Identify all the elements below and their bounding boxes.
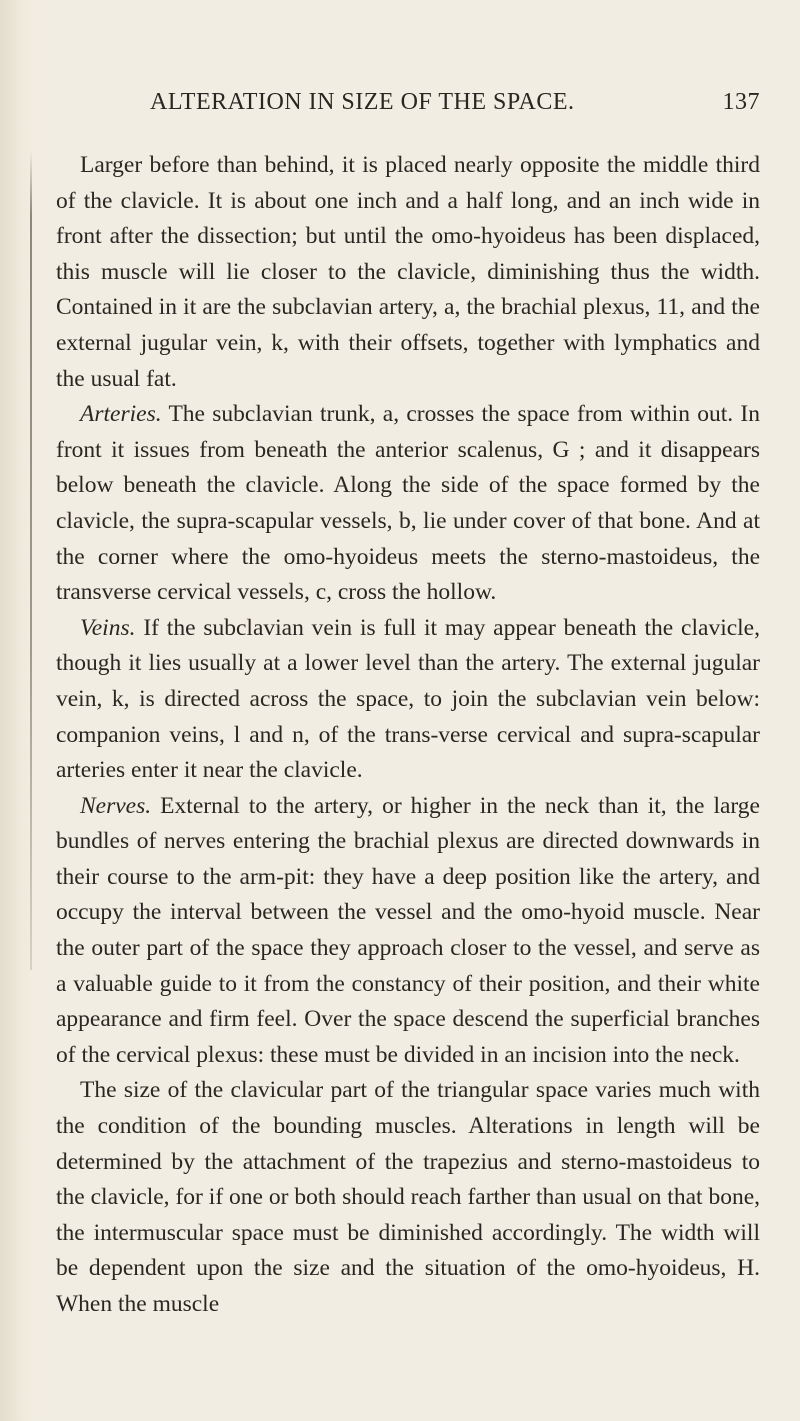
paragraph-size-variation: The size of the clavicular part of the triangular space varies much with the condition of the bounding muscles. Alterations in length will be determined by the attachment of the trapezius and sterno-mastoideus to the clavicle, for if one or both should reach farther than usual on that bone, the intermuscular space must be diminished accordingly. The width will be dependent upon the size and the situation of the omo-hyoideus, H. When the muscle xyxy=(56,1077,760,1317)
paragraph-space-contents: Larger before than behind, it is placed nearly opposite the middle third of the clavicle. It is about one inch and a half long, and an inch wide in front after the dissection; but until the omo-hyoideus has been displaced, this muscle will lie closer to the clavicle, diminishing thus the width. Contained in it are the subclavian artery, a, the brachial plexus, 11, and the external jugular vein, k, with their offsets, together with lymphatics and the usual fat. xyxy=(56,152,760,392)
nerves-text: External to the artery, or higher in the neck than it, the large bundles of nerves entering the brachial plexus are directed downwards in their course to the arm-pit: they have a deep position like the artery, and occupy the interval between the vessel and the omo-hyoid muscle. Near the outer part of the space they approach closer to the vessel, and serve as a valuable guide to it from the constancy of their position, and their white appearance and firm feel. Over the space descend the superficial branches of the cervical plexus: these must be divided in an incision into the neck. xyxy=(56,792,760,1068)
paragraph-veins xyxy=(56,611,760,789)
paragraph-arteries xyxy=(56,397,760,611)
running-header xyxy=(150,89,760,119)
page-number: 137 xyxy=(722,89,760,115)
page-gutter-shadow xyxy=(0,0,34,1421)
arteries-text: The subclavian trunk, a, crosses the space from within out. In front it issues from beneath the anterior scalenus, G ; and it disappears below beneath the clavicle. Along the side of the space formed by the clavicle, the supra-scapular vessels, b, lie under cover of that bone. And at the corner where the omo-hyoideus meets the sterno-mastoideus, the transverse cervical vessels, c, cross the hollow. xyxy=(56,401,760,606)
nerves-heading: Nerves. xyxy=(80,792,152,819)
arteries-heading: Arteries. xyxy=(80,401,162,428)
running-title: ALTERATION IN SIZE OF THE SPACE. xyxy=(150,89,575,115)
gutter-edge-line xyxy=(30,150,32,970)
veins-text: If the subclavian vein is full it may appear beneath the clavicle, though it lies usually at a lower level than the artery. The external jugular vein, k, is directed across the space, to join the subclavian vein below: companion veins, l and n, of the trans-verse cervical and supra-scapular arteries enter it near the clavicle. xyxy=(56,614,760,784)
body-text xyxy=(56,148,760,1323)
paragraph-nerves xyxy=(56,789,760,1074)
veins-heading: Veins. xyxy=(80,614,136,641)
